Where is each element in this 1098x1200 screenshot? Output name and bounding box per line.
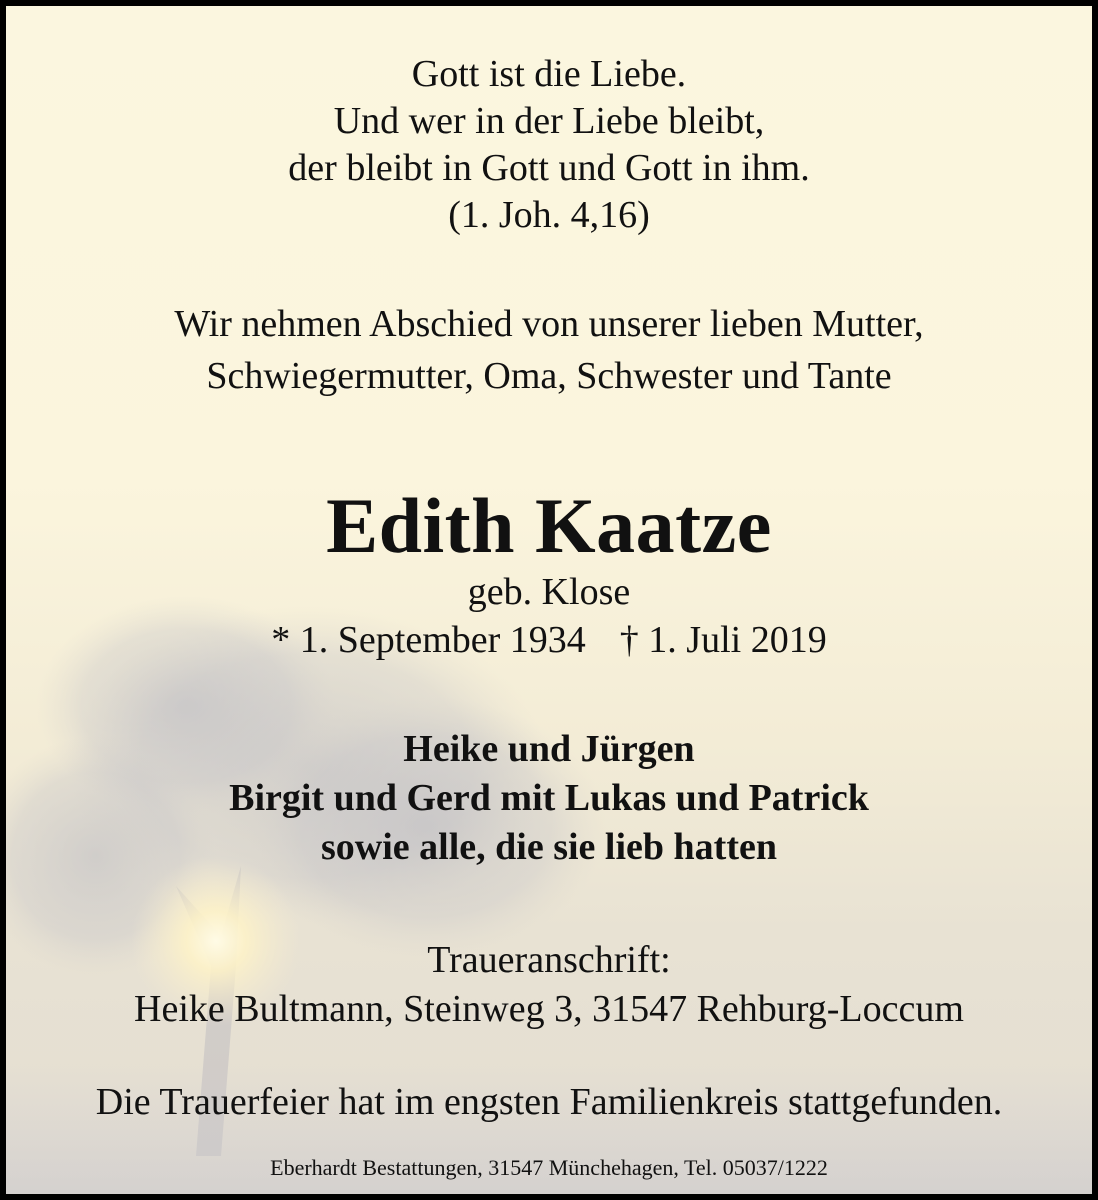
verse-line-2: Und wer in der Liebe bleibt, [333,100,765,142]
verse-line-3: der bleibt in Gott und Gott in ihm. [288,147,810,189]
mourners-line-1: Heike und Jürgen [403,728,695,770]
address-value: Heike Bultmann, Steinweg 3, 31547 Rehburg-Loccum [134,988,964,1030]
ceremony-note: Die Trauerfeier hat im engsten Familienkreis stattgefunden. [95,1081,1003,1123]
maiden-name: geb. Klose [467,571,631,613]
deceased-name: Edith Kaatze [326,482,772,569]
address-label: Traueranschrift: [427,939,671,981]
life-dates [6,618,1092,662]
death-date: † 1. Juli 2019 [619,619,827,661]
mourners-line-3: sowie alle, die sie lieb hatten [321,826,777,868]
mourners-line-2: Birgit und Gerd mit Lukas und Patrick [229,777,869,819]
intro-line-2: Schwiegermutter, Oma, Schwester und Tante [206,355,892,397]
funeral-home-footer: Eberhardt Bestattungen, 31547 Münchehagen, Tel. 05037/1222 [270,1155,828,1180]
birth-date: * 1. September 1934 [271,619,586,661]
intro-line-1: Wir nehmen Abschied von unserer lieben Mutter, [174,303,924,345]
verse-line-1: Gott ist die Liebe. [411,53,687,95]
verse-reference: (1. Joh. 4,16) [448,194,650,236]
